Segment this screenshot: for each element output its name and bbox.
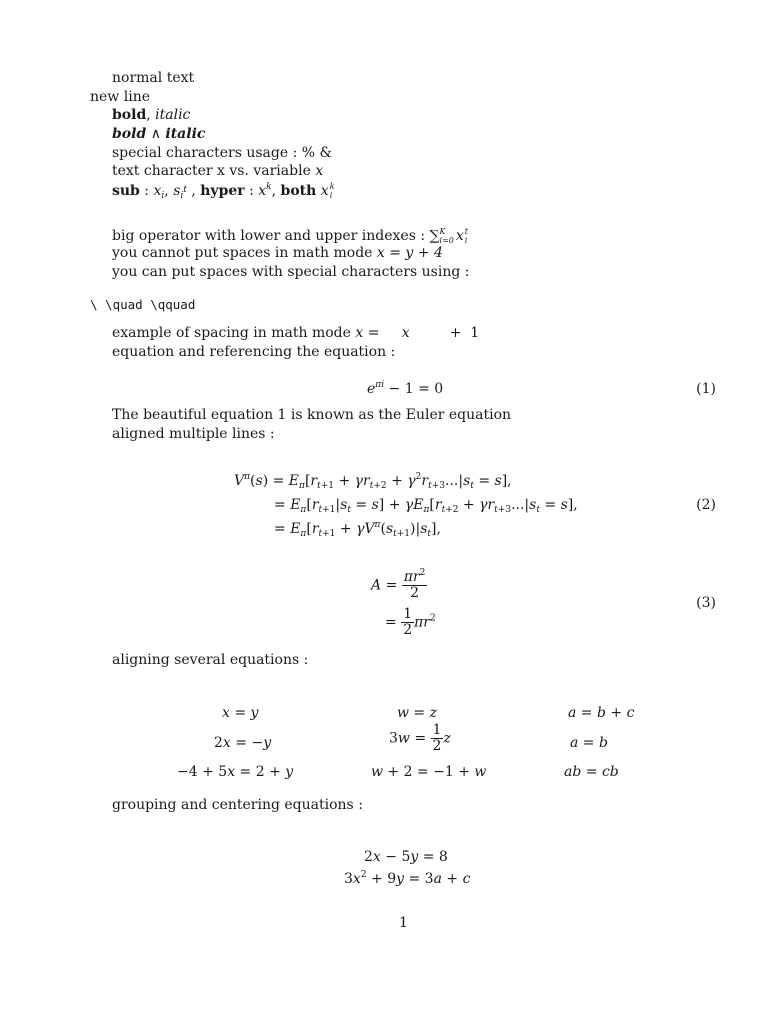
bold-and-italic-line — [112, 126, 205, 143]
align-eq-r2c2: 3w = $\frac{1}{2}$ z — [389, 722, 451, 754]
comma: , — [146, 107, 151, 123]
variable-x: x — [315, 163, 324, 179]
normal-text: normal text — [112, 70, 195, 86]
no-spaces-math: x = y + 4 — [376, 245, 443, 261]
bold-word: bold — [112, 107, 147, 123]
bold-italic-word-2: italic — [165, 126, 206, 142]
no-spaces-line — [112, 245, 443, 262]
bold-italic-line — [112, 107, 190, 124]
italic-word: italic — [155, 107, 191, 123]
align-eq-r3c3: ab = cb — [564, 764, 619, 780]
grouping-text: grouping and centering equations : — [112, 797, 363, 813]
bellman-line-1: $V^\pi(s) = E_\pi[r_{t+1} + \gamma r_{t+2} + \gamma^2r_{t+3}...|s_t = s]$, — [234, 472, 512, 491]
special-characters-line: special characters usage : % & — [112, 145, 332, 161]
new-line-text: new line — [90, 89, 150, 105]
aligned-multiple-lines-text: aligned multiple lines : — [112, 426, 275, 442]
euler-equation: $e^{\pi i} - 1 = 0$ — [367, 380, 444, 397]
align-eq-r1c2: w = z — [397, 705, 438, 721]
equation-number-3: (3) — [696, 595, 716, 611]
both-label: both — [280, 183, 317, 199]
bellman-line-2: = $E_\pi[r_{t+1}|s_t = s] + \gamma E_\pi[r_{t+2} + \gamma r_{t+3}...|s_t = s]$, — [274, 497, 578, 515]
align-eq-r1c3: a = b + c — [568, 705, 635, 721]
sub-hyper-line: sub : $x_i$, $s_i^t$ , hyper : $x^k$, both x k i — [112, 182, 335, 201]
align-eq-r3c1: −4 + 5x = 2 + y — [177, 764, 294, 780]
gather-eq-1: 2x − 5y = 8 — [364, 849, 448, 865]
spacing-example-line: example of spacing in math mode x = x + 1 — [112, 325, 480, 341]
bellman-line-3: = $E_\pi[r_{t+1} + \gamma V^\pi(s_{t+1})|s_t]$, — [274, 520, 441, 539]
gather-eq-2: $3x^2 + 9y = 3a + c$ — [344, 870, 471, 887]
align-eq-r2c1: 2x = −y — [214, 735, 272, 751]
big-operator-text: big operator with lower and upper indexes : — [112, 228, 426, 244]
big-operator-line: big operator with lower and upper indexes : ∑ K i=0 x t i — [112, 227, 468, 245]
area-line-2: = $\frac{1}{2}$ $\pi r^2$ — [385, 606, 436, 638]
align-eq-r2c3: a = b — [570, 735, 608, 751]
area-line-1: A = $\frac{\pi r^2}{2}$ — [371, 568, 426, 601]
text-vs-variable-prefix: text character x vs. variable — [112, 163, 311, 179]
sub-label: sub — [112, 183, 140, 199]
wedge-symbol: ∧ — [150, 126, 161, 142]
align-eq-r1c1: x = y — [222, 705, 259, 721]
spacing-example-text: example of spacing in math mode — [112, 325, 351, 341]
special-spaces-line: you can put spaces with special characters using : — [112, 264, 470, 280]
no-spaces-text: you cannot put spaces in math mode — [112, 245, 373, 261]
equation-number-1: (1) — [696, 381, 716, 397]
aligning-several-text: aligning several equations : — [112, 652, 309, 668]
page-number: 1 — [399, 915, 408, 931]
bold-italic-word: bold — [112, 126, 147, 142]
align-eq-r3c2: w + 2 = −1 + w — [371, 764, 487, 780]
hyper-label: hyper — [200, 183, 245, 199]
code-line: \ \quad \qquad — [90, 297, 196, 312]
text-vs-variable-line — [112, 163, 323, 180]
equation-number-2: (2) — [696, 497, 716, 513]
equation-ref-line: equation and referencing the equation : — [112, 344, 396, 360]
euler-sentence: The beautiful equation 1 is known as the Euler equation — [112, 407, 512, 423]
